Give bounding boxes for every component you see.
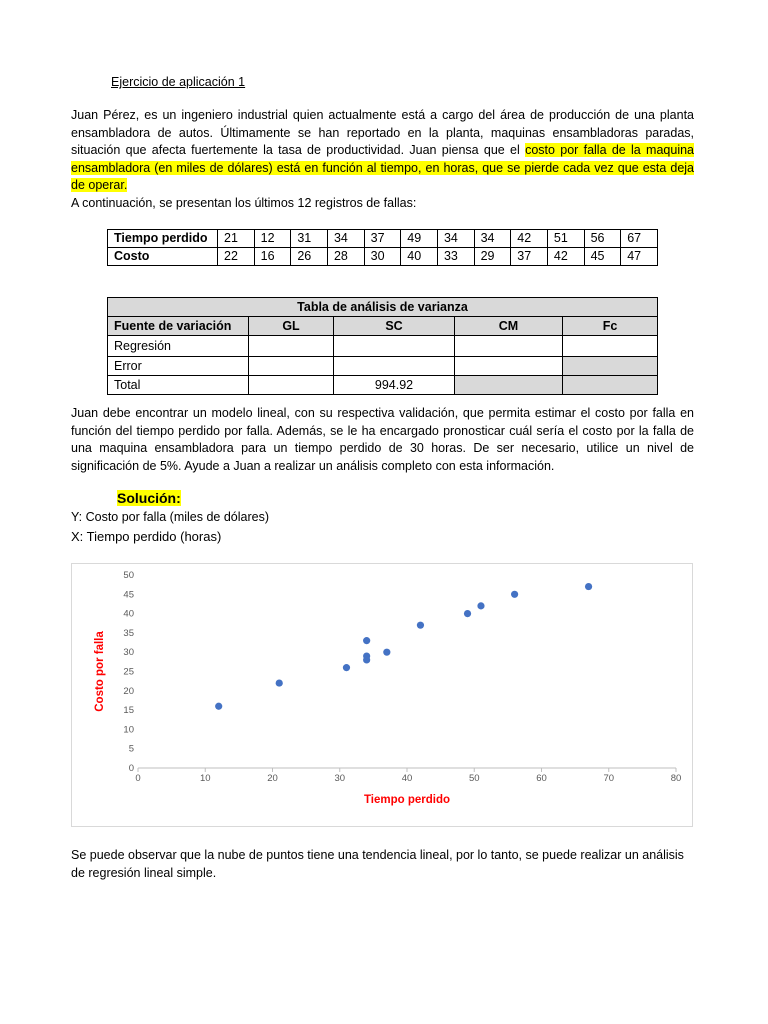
anova-table xyxy=(107,297,658,395)
tiempo-value-12: 67 xyxy=(621,230,658,248)
costo-value-9: 37 xyxy=(511,248,548,266)
y-tick-label: 40 xyxy=(123,608,134,620)
costo-value-11: 45 xyxy=(584,248,621,266)
data-point xyxy=(383,649,390,656)
costo-value-1: 22 xyxy=(218,248,255,266)
y-tick-label: 35 xyxy=(123,627,134,639)
records-intro: A continuación, se presentan los últimos 12 registros de fallas: xyxy=(71,196,417,210)
tiempo-value-10: 51 xyxy=(547,230,584,248)
anova-header-fuente: Fuente de variación xyxy=(108,317,249,336)
x-tick-label: 50 xyxy=(468,773,480,784)
data-point xyxy=(215,703,222,710)
anova-total-sc: 994.92 xyxy=(334,376,455,395)
anova-row-total xyxy=(108,376,658,395)
y-axis-title: Costo por falla xyxy=(94,631,106,712)
x-tick-label: 60 xyxy=(536,773,547,784)
x-tick-label: 70 xyxy=(603,773,615,784)
data-table xyxy=(107,229,658,266)
x-tick-label: 20 xyxy=(267,773,278,784)
anova-row-error xyxy=(108,357,658,376)
costo-row xyxy=(108,248,658,266)
y-tick-label: 25 xyxy=(123,666,134,678)
anova-label-error: Error xyxy=(108,357,249,376)
costo-value-8: 29 xyxy=(474,248,511,266)
x-variable: X: Tiempo perdido (horas) xyxy=(71,529,222,544)
data-point xyxy=(276,679,283,686)
x-tick-label: 80 xyxy=(670,773,682,784)
task-paragraph: Juan debe encontrar un modelo lineal, con su respectiva validación, que permita estimar el costo por falla en función del tiempo perdido por falla. Además, se le ha encargado pronosticar cuál sería el costo por la falla de una maquina ensambladora para un tiempo perdido de 30 horas. De ser necesario, utilice un nivel de significación de 5%. Ayude a Juan a realizar un análisis completo con esta información. xyxy=(71,406,694,473)
scatter-svg xyxy=(72,564,692,826)
anova-cell xyxy=(249,336,334,357)
tiempo-value-3: 31 xyxy=(291,230,328,248)
anova-cell xyxy=(455,357,563,376)
data-point xyxy=(477,602,484,609)
anova-cell-shaded xyxy=(563,376,658,395)
x-tick-label: 40 xyxy=(401,773,413,784)
y-tick-label: 30 xyxy=(123,647,134,659)
data-point xyxy=(417,622,424,629)
exercise-title: Ejercicio de aplicación 1 xyxy=(111,75,246,89)
anova-cell xyxy=(334,336,455,357)
anova-cell-shaded xyxy=(563,357,658,376)
y-tick-label: 50 xyxy=(123,570,134,581)
data-point xyxy=(511,591,518,598)
data-point xyxy=(585,583,592,590)
anova-cell xyxy=(563,336,658,357)
y-variable: Y: Costo por falla (miles de dólares) xyxy=(71,510,270,524)
intro-text: Juan Pérez, es un ingeniero industrial quien actualmente está a cargo del área de producción de una planta ensambladora de autos. Últimamente se han reportado en la planta, maquinas ensambladoras paradas, situación que afecta fuertemente la tasa de productividad. Juan piensa que el xyxy=(71,108,694,158)
anova-label-total: Total xyxy=(108,376,249,395)
tiempo-value-6: 49 xyxy=(401,230,438,248)
y-tick-label: 10 xyxy=(123,724,134,736)
costo-value-5: 30 xyxy=(364,248,401,266)
anova-cell-shaded xyxy=(455,376,563,395)
anova-header-cm: CM xyxy=(455,317,563,336)
solution-heading: Solución: xyxy=(117,490,181,506)
tiempo-value-7: 34 xyxy=(437,230,474,248)
data-point xyxy=(363,652,370,659)
anova-header-sc: SC xyxy=(334,317,455,336)
scatter-chart-frame xyxy=(71,563,693,827)
anova-row-regresion xyxy=(108,336,658,357)
costo-value-7: 33 xyxy=(437,248,474,266)
anova-cell xyxy=(334,357,455,376)
anova-label-regresion: Regresión xyxy=(108,336,249,357)
y-tick-label: 15 xyxy=(123,705,134,717)
x-axis-title: Tiempo perdido xyxy=(363,794,451,806)
anova-cell xyxy=(249,357,334,376)
x-tick-label: 30 xyxy=(334,773,346,784)
tiempo-value-2: 12 xyxy=(254,230,291,248)
costo-value-6: 40 xyxy=(401,248,438,266)
tiempo-row xyxy=(108,230,658,248)
data-point xyxy=(464,610,471,617)
costo-value-3: 26 xyxy=(291,248,328,266)
tiempo-value-8: 34 xyxy=(474,230,511,248)
costo-value-4: 28 xyxy=(327,248,364,266)
tiempo-value-9: 42 xyxy=(511,230,548,248)
costo-label: Costo xyxy=(108,248,218,266)
data-point xyxy=(343,664,350,671)
x-tick-label: 10 xyxy=(199,773,211,784)
anova-caption: Tabla de análisis de varianza xyxy=(108,298,658,317)
conclusion-paragraph: Se puede observar que la nube de puntos tiene una tendencia lineal, por lo tanto, se puede realizar un análisis de regresión lineal simple. xyxy=(71,848,684,880)
highlighted-text: costo por falla de la maquina ensambladora (en miles de dólares) está en función al tiempo, en horas, que se pierde cada vez que esta deja de operar. xyxy=(71,143,694,193)
anova-cell xyxy=(455,336,563,357)
y-tick-label: 0 xyxy=(128,763,134,774)
costo-value-10: 42 xyxy=(547,248,584,266)
tiempo-value-4: 34 xyxy=(327,230,364,248)
anova-header-gl: GL xyxy=(249,317,334,336)
anova-header-fc: Fc xyxy=(563,317,658,336)
tiempo-value-5: 37 xyxy=(364,230,401,248)
intro-paragraph xyxy=(71,107,694,195)
tiempo-value-1: 21 xyxy=(218,230,255,248)
costo-value-12: 47 xyxy=(621,248,658,266)
y-tick-label: 20 xyxy=(123,685,134,697)
tiempo-label: Tiempo perdido xyxy=(108,230,218,248)
tiempo-value-11: 56 xyxy=(584,230,621,248)
x-tick-label: 0 xyxy=(135,773,141,784)
data-point xyxy=(363,637,370,644)
costo-value-2: 16 xyxy=(254,248,291,266)
y-tick-label: 45 xyxy=(123,589,134,601)
anova-cell xyxy=(249,376,334,395)
y-tick-label: 5 xyxy=(128,743,134,755)
